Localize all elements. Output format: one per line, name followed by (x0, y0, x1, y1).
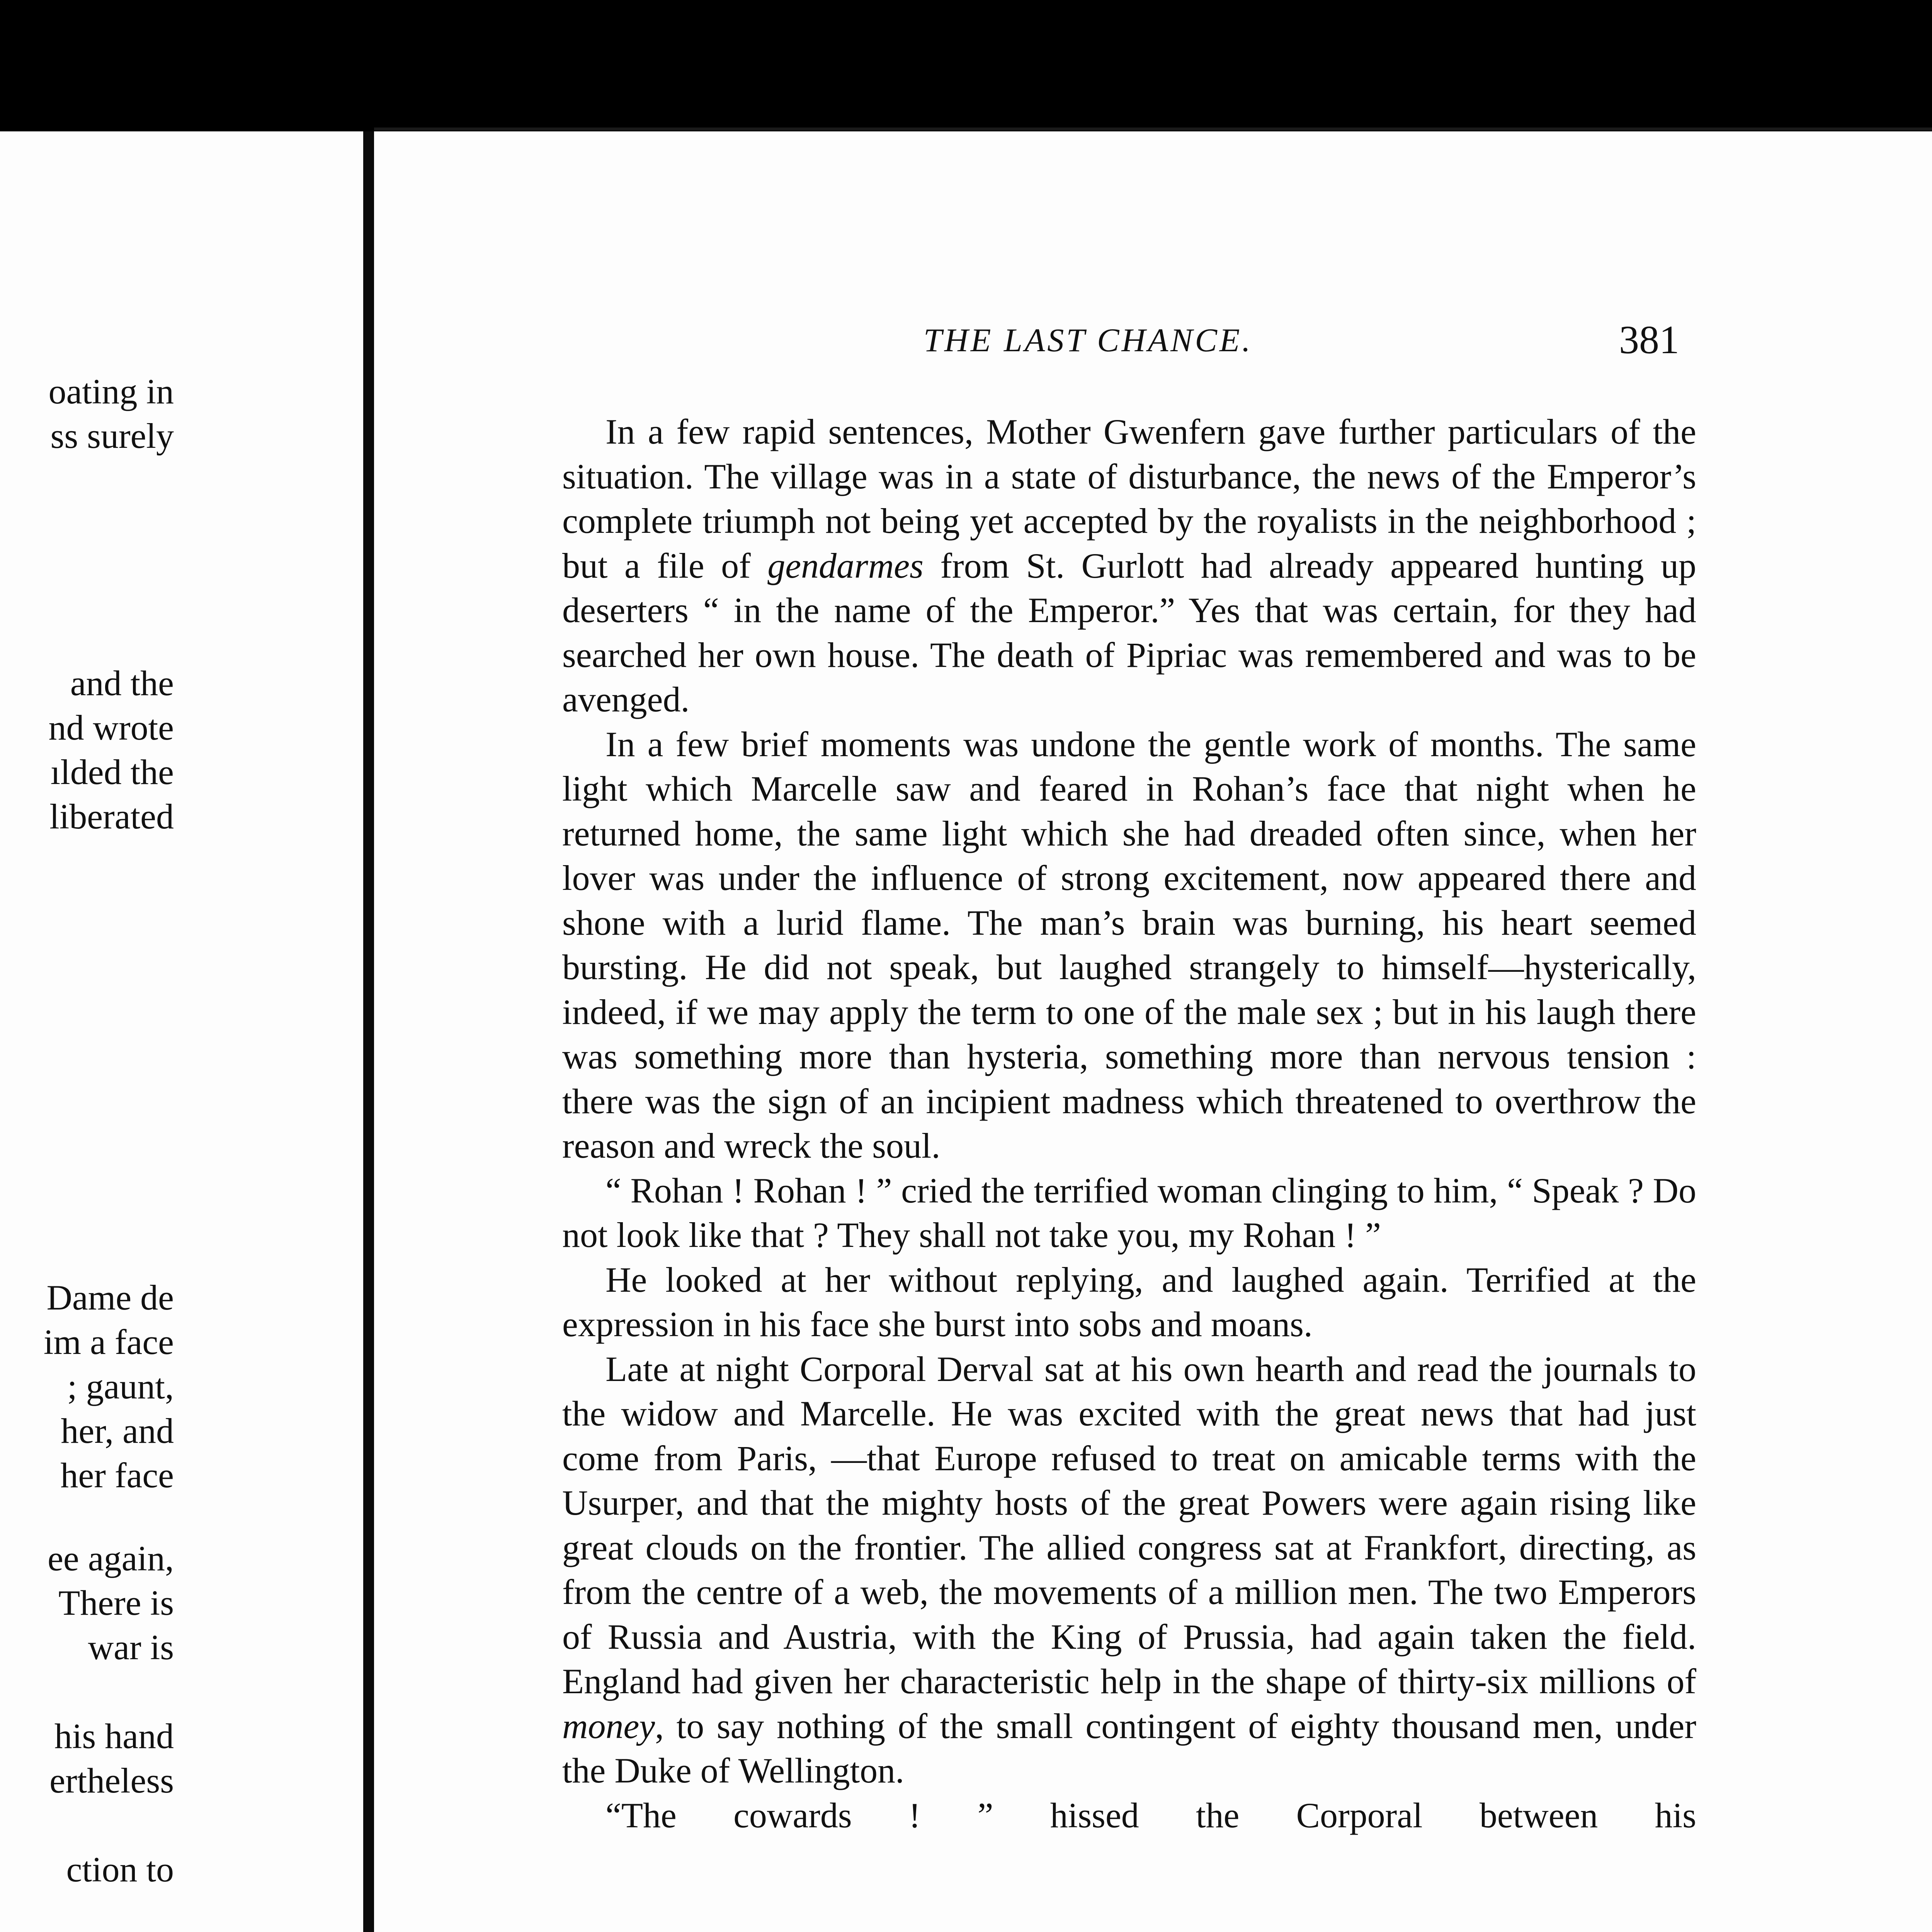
left-page-fragment: oating in (48, 372, 174, 411)
left-page-fragment: war is (88, 1628, 174, 1667)
left-page-fragment: ; gaunt, (67, 1367, 174, 1406)
left-page-fragment: her face (60, 1456, 174, 1495)
left-page-fragment: nd wrote (48, 708, 174, 747)
left-page-fragment: ction to (66, 1850, 174, 1889)
page-top-edge (374, 128, 1932, 131)
book-gutter (363, 131, 374, 1932)
left-page-fragment: liberated (49, 797, 174, 836)
italic-word: money (562, 1706, 655, 1746)
previous-page-strip (0, 131, 363, 1932)
left-page-fragment: ertheless (49, 1761, 174, 1800)
page-number: 381 (1619, 318, 1679, 362)
paragraph-text: , to say nothing of the small contingent of eighty thousand men, under the Duke of Wellington. (562, 1706, 1696, 1790)
paragraph: He looked at her without replying, and laughed again. Terrified at the expression in his face she burst into sobs and moans. (562, 1260, 1696, 1344)
left-page-fragment: and the (70, 663, 174, 703)
left-page-fragment: Dame de (46, 1278, 174, 1317)
italic-word: gendarmes (767, 546, 923, 585)
paragraph-text: Late at night Corporal Derval sat at his own hearth and read the journals to the widow and Marcelle. He was excited with the great news that had just come from Paris, —that Europe refused to treat on amicable terms with the Usurper, and that the mighty hosts of the great Powers were again rising like great clouds on the frontier. The allied congress sat at Frankfort, directing, as from the centre of a web, the movements of a million men. The two Emperors of Russia and Austria, with the King of Prussia, had again taken the field. England had given her characteristic help in the shape of thirty-six millions of (562, 1349, 1696, 1701)
paragraph: In a few brief moments was undone the gentle work of months. The same light which Marcelle saw and feared in Rohan’s face that night when he returned home, the same light which she had dreaded often since, when her lover was under the influence of strong excitement, now appeared there and shone with a lurid flame. The man’s brain was burning, his heart seemed bursting. He did not speak, but laughed strangely to himself—hysterically, indeed, if we may apply the term to one of the male sex ; but in his laugh there was something more than hysteria, something more than nervous tension : there was the sign of an incipient madness which threatened to overthrow the reason and wreck the soul. (562, 724, 1696, 1165)
left-page-fragment: ee again, (48, 1539, 174, 1578)
left-page-fragment: ılded the (50, 752, 174, 792)
left-page-fragment: her, and (61, 1411, 174, 1451)
paragraph: “ Rohan ! Rohan ! ” cried the terrified woman clinging to him, “ Speak ? Do not look like that ? They shall not take you, my Rohan ! ” (562, 1170, 1696, 1255)
left-page-fragment: his hand (54, 1716, 174, 1756)
running-head: THE LAST CHANCE. (923, 321, 1253, 359)
paragraph-text: from St. Gurlott had already appeared hunting up deserters “ in the name of the Emperor.” Yes that was certain, for they had searched her own house. The death of Pipriac was remembered and was to be avenged. (562, 546, 1697, 719)
left-page-fragment: im a face (43, 1322, 174, 1362)
body-text (562, 410, 1696, 1838)
left-page-fragment: There is (58, 1583, 174, 1622)
left-page-fragment: ss surely (50, 416, 174, 456)
paragraph: “The cowards ! ” hissed the Corporal between his (605, 1795, 1696, 1835)
paragraph (562, 410, 1696, 722)
paragraph-text: In a few rapid sentences, Mother Gwenfern gave further particulars of the situation. The village was in a state of disturbance, the news of the Emperor’s complete triumph not being yet accepted by the royalists in the neighborhood ; but a file of (562, 412, 1696, 585)
paragraph (562, 1347, 1696, 1793)
